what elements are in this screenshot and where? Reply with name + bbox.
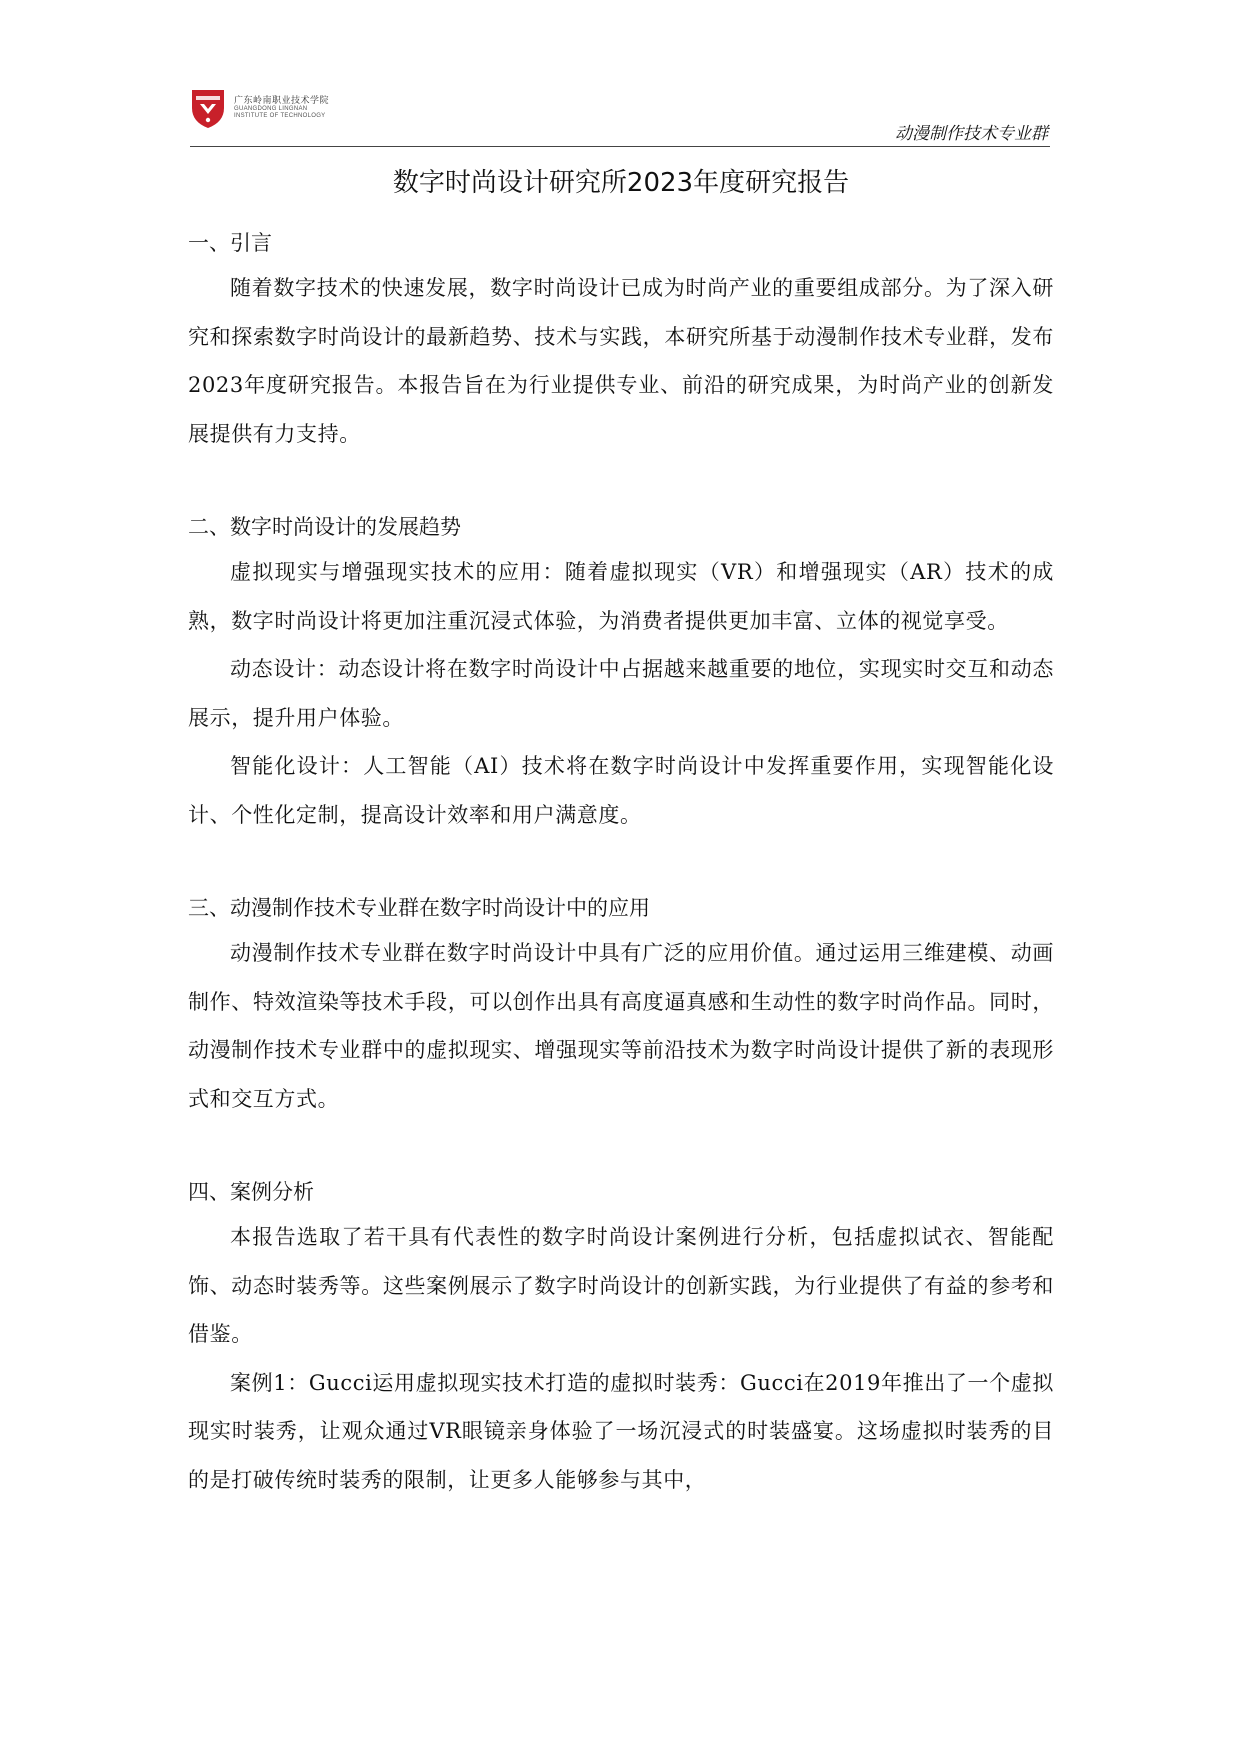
section-spacer — [188, 458, 1054, 506]
section-heading: 二、数字时尚设计的发展趋势 — [188, 515, 461, 539]
department-label: 动漫制作技术专业群 — [895, 124, 1048, 144]
paragraph: 动漫制作技术专业群在数字时尚设计中具有广泛的应用价值。通过运用三维建模、动画制作、特效渲染等技术手段，可以创作出具有高度逼真感和生动性的数字时尚作品。同时，动漫制作技术专业群中的虚拟现实、增强现实等前沿技术为数字时尚设计提供了新的表现形式和交互方式。 — [188, 941, 1054, 1111]
paragraph: 虚拟现实与增强现实技术的应用：随着虚拟现实（VR）和增强现实（AR）技术的成熟，数字时尚设计将更加注重沉浸式体验，为消费者提供更加丰富、立体的视觉享受。 — [188, 560, 1054, 633]
paragraph: 随着数字技术的快速发展，数字时尚设计已成为时尚产业的重要组成部分。为了深入研究和探索数字时尚设计的最新趋势、技术与实践，本研究所基于动漫制作技术专业群，发布2023年度研究报告。本报告旨在为行业提供专业、前沿的研究成果，为时尚产业的创新发展提供有力支持。 — [188, 276, 1054, 446]
section-spacer — [188, 839, 1054, 887]
paragraph: 智能化设计：人工智能（AI）技术将在数字时尚设计中发挥重要作用，实现智能化设计、个性化定制，提高设计效率和用户满意度。 — [188, 754, 1054, 827]
paragraph: 动态设计：动态设计将在数字时尚设计中占据越来越重要的地位，实现实时交互和动态展示，提升用户体验。 — [188, 657, 1054, 730]
section-heading: 四、案例分析 — [188, 1180, 314, 1204]
header-divider — [190, 146, 1050, 147]
section-heading: 三、动漫制作技术专业群在数字时尚设计中的应用 — [188, 896, 650, 920]
shield-emblem-icon — [190, 86, 226, 130]
paragraph: 本报告选取了若干具有代表性的数字时尚设计案例进行分析，包括虚拟试衣、智能配饰、动态时装秀等。这些案例展示了数字时尚设计的创新实践，为行业提供了有益的参考和借鉴。 — [188, 1225, 1054, 1346]
paragraph: 案例1：Gucci运用虚拟现实技术打造的虚拟时装秀：Gucci在2019年推出了一个虚拟现实时装秀，让观众通过VR眼镜亲身体验了一场沉浸式的时装盛宴。这场虚拟时装秀的目的是打破传统时装秀的限制，让更多人能够参与其中， — [188, 1370, 1054, 1492]
document-title: 数字时尚设计研究所2023年度研究报告 — [392, 168, 850, 198]
section-spacer — [188, 1123, 1054, 1171]
section-heading: 一、引言 — [188, 231, 272, 255]
institution-logo — [190, 86, 329, 130]
logo-name-cn: 广东岭南职业技术学院 — [234, 95, 330, 106]
document-body — [188, 158, 1054, 1504]
logo-name-en-line2: INSTITUTE OF TECHNOLOGY — [234, 113, 326, 120]
logo-name-en-line1: GUANGDONG LINGNAN — [234, 106, 308, 113]
